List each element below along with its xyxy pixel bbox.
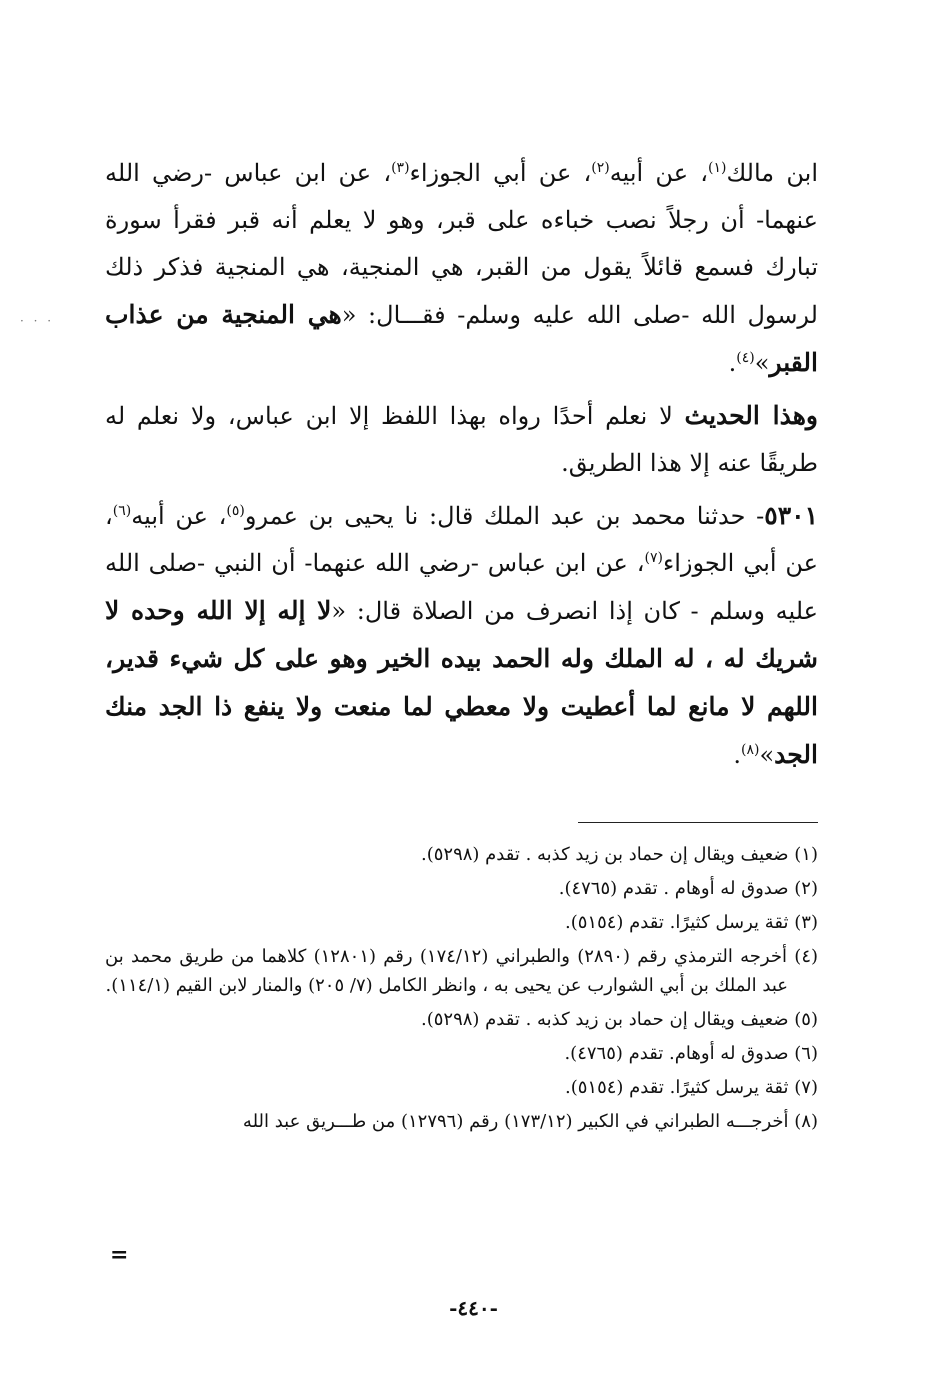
- main-text: [105, 150, 818, 779]
- footnote-ref[interactable]: (١): [707, 160, 727, 176]
- footnote-3: (٣) ثقة يرسل كثيرًا. تقدم (٥١٥٤).: [565, 912, 818, 933]
- footnotes: [105, 840, 818, 1141]
- emphasis-text: وهذا الحديث: [684, 401, 819, 430]
- footnote-5: (٥) ضعيف ويقال إن حماد بن زيد كذبه . تقدم (٥٢٩٨).: [420, 1009, 818, 1030]
- footnote-ref[interactable]: (٦): [112, 503, 132, 519]
- paragraph-3: ٥٣٠١- حدثنا محمد بن عبد الملك قال: نا يحيى بن عمرو$^{(٥)}$، عن أبيه$^{(٦)}$، عن أبي الجوزاء$^{(٧)}$، عن ابن عباس -رضي الله عنهما- أن النبي -صلى الله عليه وسلم - كان إذا انصرف من الصلاة قال: «لا إله إلا الله وحده لا شريك له ، له الملك وله الحمد بيده الخير وهو على كل شيء قدير، اللهم لا مانع لما أعطيت ولا معطي لما منعت ولا ينفع ذا الجد منك الجد»$^{(٨)}$.: [105, 501, 819, 769]
- hadith-text: لا إله إلا الله وحده لا شريك له ، له الملك وله الحمد بيده الخير وهو على كل شيء قدير، اللهم لا مانع لما أعطيت ولا معطي لما منعت ولا ينفع ذا الجد منك الجد: [105, 596, 818, 769]
- footnote-6: (٦) صدوق له أوهام. تقدم (٤٧٦٥).: [564, 1043, 818, 1064]
- footnote-8: (٨) أخرجـــه الطبراني في الكبير (١٧٣/١٢) رقم (١٢٧٩٦) من طـــريق عبد الله: [242, 1111, 818, 1132]
- footnote-ref[interactable]: (٣): [391, 160, 410, 176]
- footnote-ref[interactable]: (٤): [736, 350, 755, 366]
- footnote-ref[interactable]: (٢): [591, 160, 610, 176]
- continuation-mark: =: [110, 1242, 129, 1268]
- footnote-1: (١) ضعيف ويقال إن حماد بن زيد كذبه . تقدم (٥٢٩٨).: [420, 844, 818, 865]
- paragraph-1: ابن مالك$^{(١)}$، عن أبيه$^{(٢)}$، عن أبي الجوزاء$^{(٣)}$، عن ابن عباس -رضي الله عنهما- أن رجلاً نصب خباءه على قبر، وهو لا يعلم أنه قبر فقرأ سورة تبارك فسمع قائلاً يقول من القبر، هي المنجية، هي المنجية فذكر ذلك لرسول الله -صلى الله عليه وسلم- فقـــال: «هي المنجية من عذاب القبر»$^{(٤)}$.: [105, 159, 818, 377]
- footnote-ref[interactable]: (٧): [644, 550, 663, 566]
- footnote-ref[interactable]: (٨): [741, 742, 760, 758]
- margin-mark: · · ·: [20, 314, 55, 328]
- footnote-2: (٢) صدوق له أوهام . تقدم (٤٧٦٥).: [558, 878, 818, 899]
- footnote-7: (٧) ثقة يرسل كثيرًا. تقدم (٥١٥٤).: [565, 1077, 818, 1098]
- footnote-4: (٤) أخرجه الترمذي رقم (٢٨٩٠) والطبراني (١٧٤/١٢) رقم (١٢٨٠١) كلاهما من طريق محمد بن عبد الملك بن أبي الشوارب عن يحيى به ، وانظر الكامل (٧/ ٢٠٥) والمنار لابن القيم (١١٤/١).: [105, 946, 819, 996]
- paragraph-2: وهذا الحديث لا نعلم أحدًا رواه بهذا اللفظ إلا ابن عباس، ولا نعلم له طريقًا عنه إلا هذا الطريق.: [105, 401, 819, 477]
- footnote-divider: [578, 822, 818, 823]
- footnote-ref[interactable]: (٥): [226, 503, 245, 519]
- hadith-number: ٥٣٠١: [764, 501, 818, 530]
- hadith-text: هي المنجية من عذاب القبر: [105, 300, 818, 377]
- page-number: -٤٤٠-: [449, 1296, 498, 1320]
